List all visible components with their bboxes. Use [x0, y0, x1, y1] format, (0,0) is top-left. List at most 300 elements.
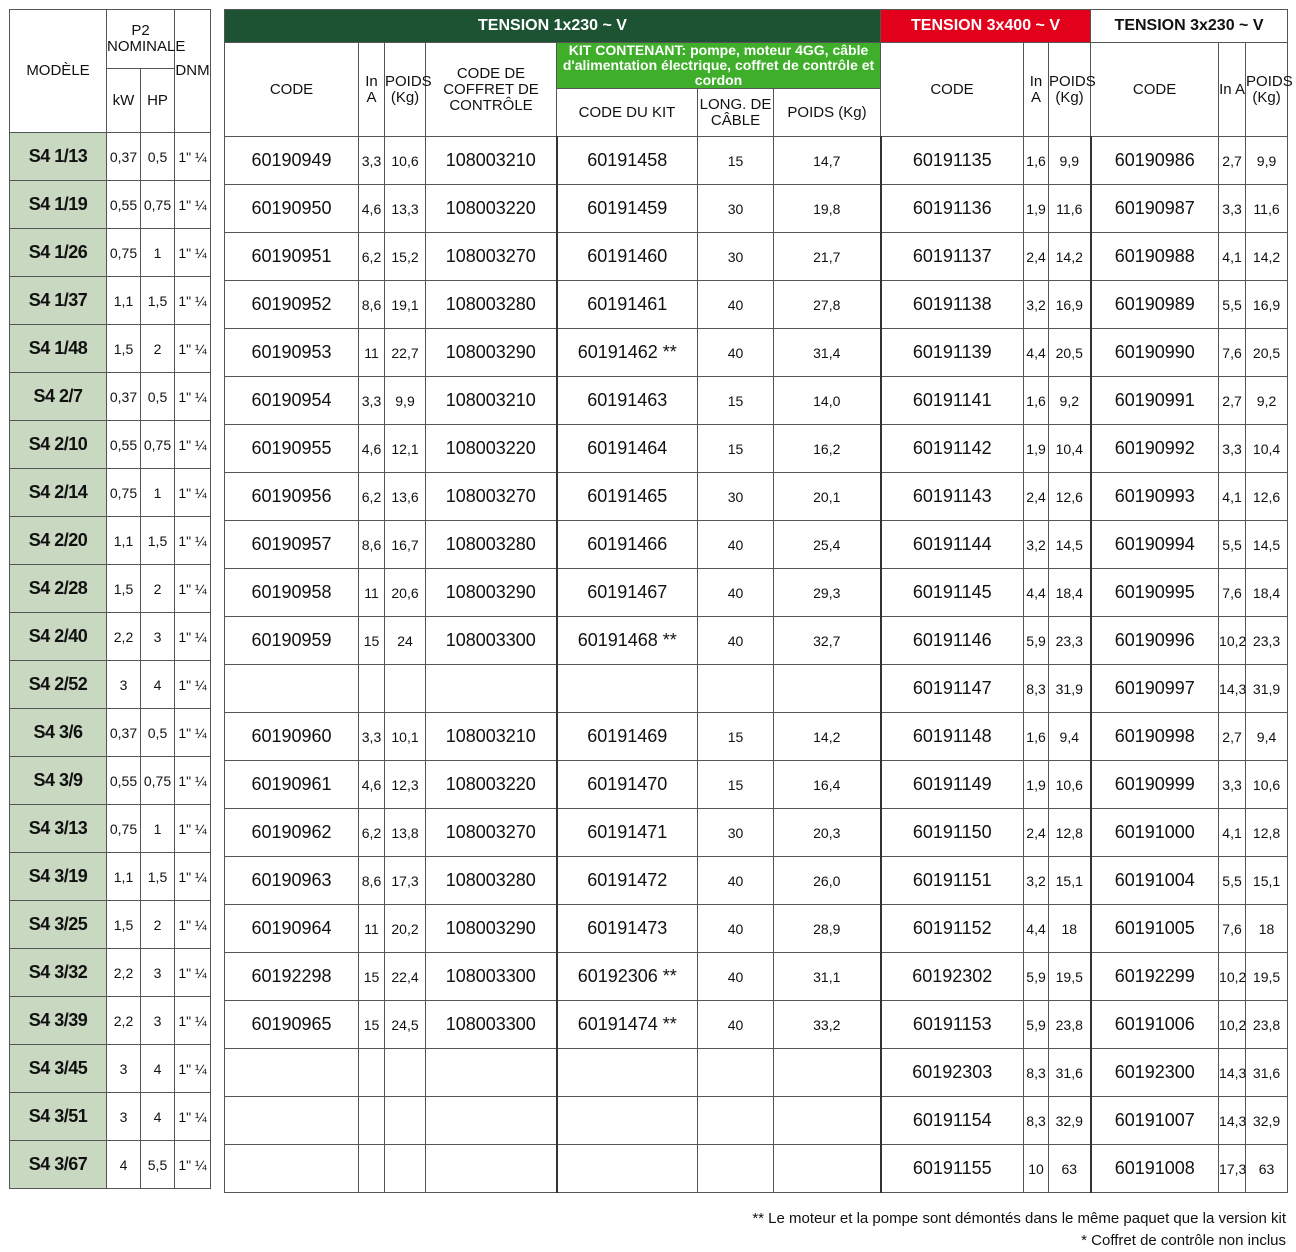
code-1x230-cell: [225, 1049, 359, 1097]
header-poids-1x230: POIDS (Kg): [385, 43, 426, 137]
long-cable-cell: 40: [698, 521, 774, 569]
header-modele: MODÈLE: [10, 10, 107, 133]
hp-cell: 0,5: [141, 373, 175, 421]
code-kit-cell: 60192306 **: [557, 953, 698, 1001]
poids-kit-cell: 31,4: [774, 329, 881, 377]
code-3x230-cell: 60190996: [1091, 617, 1219, 665]
table-row: [10, 901, 211, 949]
dnm-cell: 1" ¼: [175, 613, 211, 661]
in-3x230-cell: 14,3: [1219, 665, 1246, 713]
code-1x230-cell: 60192298: [225, 953, 359, 1001]
model-cell: S4 1/19: [10, 181, 107, 229]
hp-cell: 1: [141, 229, 175, 277]
code-3x230-cell: 60190992: [1091, 425, 1219, 473]
code-1x230-cell: 60190964: [225, 905, 359, 953]
in-3x230-cell: 10,2: [1219, 617, 1246, 665]
kw-cell: 3: [107, 1045, 141, 1093]
in-3x230-cell: 3,3: [1219, 425, 1246, 473]
poids-3x230-cell: 23,3: [1246, 617, 1288, 665]
code-1x230-cell: 60190959: [225, 617, 359, 665]
table-row: [225, 713, 1288, 761]
in-1x230-cell: 15: [359, 1001, 385, 1049]
code-kit-cell: 60191460: [557, 233, 698, 281]
in-1x230-cell: 11: [359, 329, 385, 377]
code-kit-cell: 60191469: [557, 713, 698, 761]
kw-cell: 0,55: [107, 421, 141, 469]
poids-1x230-cell: 24,5: [385, 1001, 426, 1049]
code-kit-cell: 60191461: [557, 281, 698, 329]
poids-kit-cell: 26,0: [774, 857, 881, 905]
poids-1x230-cell: 17,3: [385, 857, 426, 905]
model-cell: S4 2/40: [10, 613, 107, 661]
in-3x230-cell: 4,1: [1219, 473, 1246, 521]
poids-3x230-cell: 9,2: [1246, 377, 1288, 425]
long-cable-cell: 40: [698, 569, 774, 617]
hp-cell: 2: [141, 565, 175, 613]
dnm-cell: 1" ¼: [175, 757, 211, 805]
table-row: [225, 1097, 1288, 1145]
poids-3x400-cell: 9,4: [1049, 713, 1091, 761]
code-1x230-cell: 60190962: [225, 809, 359, 857]
code-coffret-cell: 108003210: [426, 713, 557, 761]
code-3x400-cell: 60191146: [881, 617, 1024, 665]
code-3x230-cell: 60191005: [1091, 905, 1219, 953]
code-kit-cell: 60191472: [557, 857, 698, 905]
dnm-cell: 1" ¼: [175, 469, 211, 517]
hp-cell: 0,75: [141, 181, 175, 229]
kw-cell: 3: [107, 1093, 141, 1141]
poids-kit-cell: [774, 1145, 881, 1193]
long-cable-cell: [698, 665, 774, 713]
table-row: [10, 277, 211, 325]
poids-3x230-cell: 18,4: [1246, 569, 1288, 617]
table-row: [225, 665, 1288, 713]
model-cell: S4 3/45: [10, 1045, 107, 1093]
poids-1x230-cell: 9,9: [385, 377, 426, 425]
header-dnm: DNM: [175, 10, 211, 133]
poids-3x400-cell: 23,3: [1049, 617, 1091, 665]
poids-1x230-cell: [385, 665, 426, 713]
poids-3x230-cell: 12,8: [1246, 809, 1288, 857]
code-3x400-cell: 60191137: [881, 233, 1024, 281]
table-row: [225, 473, 1288, 521]
group-tension-1x230: TENSION 1x230 ~ V: [225, 10, 881, 43]
model-cell: S4 2/52: [10, 661, 107, 709]
poids-1x230-cell: 16,7: [385, 521, 426, 569]
code-3x230-cell: 60191004: [1091, 857, 1219, 905]
header-poids-3x230: POIDS (Kg): [1246, 43, 1288, 137]
poids-1x230-cell: 13,8: [385, 809, 426, 857]
table-row: [225, 377, 1288, 425]
model-cell: S4 3/39: [10, 997, 107, 1045]
code-1x230-cell: 60190960: [225, 713, 359, 761]
in-3x400-cell: 1,6: [1024, 377, 1049, 425]
table-row: [10, 133, 211, 181]
in-1x230-cell: 15: [359, 953, 385, 1001]
in-1x230-cell: 15: [359, 617, 385, 665]
poids-3x400-cell: 11,6: [1049, 185, 1091, 233]
header-in-1x230: In A: [359, 43, 385, 137]
header-poids-3x400: POIDS (Kg): [1049, 43, 1091, 137]
header-long-cable: LONG. DE CÂBLE: [698, 89, 774, 137]
in-3x230-cell: 2,7: [1219, 137, 1246, 185]
code-coffret-cell: 108003300: [426, 953, 557, 1001]
model-cell: S4 3/13: [10, 805, 107, 853]
model-cell: S4 2/10: [10, 421, 107, 469]
code-coffret-cell: 108003210: [426, 377, 557, 425]
model-cell: S4 3/25: [10, 901, 107, 949]
poids-kit-cell: 19,8: [774, 185, 881, 233]
kw-cell: 1,1: [107, 277, 141, 325]
code-3x400-cell: 60191135: [881, 137, 1024, 185]
long-cable-cell: 15: [698, 713, 774, 761]
in-3x230-cell: 7,6: [1219, 905, 1246, 953]
code-coffret-cell: 108003280: [426, 521, 557, 569]
code-kit-cell: 60191466: [557, 521, 698, 569]
dnm-cell: 1" ¼: [175, 949, 211, 997]
long-cable-cell: 40: [698, 329, 774, 377]
model-cell: S4 2/28: [10, 565, 107, 613]
model-cell: S4 1/37: [10, 277, 107, 325]
in-1x230-cell: 3,3: [359, 137, 385, 185]
hp-cell: 0,5: [141, 133, 175, 181]
header-code-3x230: CODE: [1091, 43, 1219, 137]
header-code-3x400: CODE: [881, 43, 1024, 137]
code-3x400-cell: 60191155: [881, 1145, 1024, 1193]
poids-1x230-cell: [385, 1145, 426, 1193]
table-row: [225, 1145, 1288, 1193]
model-cell: S4 2/20: [10, 517, 107, 565]
group-tension-3x230: TENSION 3x230 ~ V: [1091, 10, 1288, 43]
dnm-cell: 1" ¼: [175, 325, 211, 373]
in-3x400-cell: 8,3: [1024, 1049, 1049, 1097]
poids-kit-cell: 20,3: [774, 809, 881, 857]
in-1x230-cell: [359, 1049, 385, 1097]
footnotes: [752, 1208, 1286, 1252]
long-cable-cell: 40: [698, 905, 774, 953]
in-1x230-cell: 11: [359, 569, 385, 617]
code-3x230-cell: 60192300: [1091, 1049, 1219, 1097]
header-code-coffret: CODE DE COFFRET DE CONTRÔLE: [426, 43, 557, 137]
code-kit-cell: [557, 1145, 698, 1193]
header-kw: kW: [107, 69, 141, 133]
in-1x230-cell: 3,3: [359, 713, 385, 761]
code-coffret-cell: 108003290: [426, 329, 557, 377]
in-1x230-cell: 8,6: [359, 521, 385, 569]
code-3x400-cell: 60191143: [881, 473, 1024, 521]
poids-kit-cell: 16,2: [774, 425, 881, 473]
in-3x230-cell: 2,7: [1219, 713, 1246, 761]
kw-cell: 2,2: [107, 613, 141, 661]
code-1x230-cell: 60190963: [225, 857, 359, 905]
kw-cell: 0,75: [107, 469, 141, 517]
code-3x230-cell: 60191008: [1091, 1145, 1219, 1193]
header-code-1x230: CODE: [225, 43, 359, 137]
in-3x230-cell: 5,5: [1219, 521, 1246, 569]
hp-cell: 3: [141, 613, 175, 661]
table-row: [10, 1093, 211, 1141]
in-1x230-cell: 4,6: [359, 425, 385, 473]
poids-1x230-cell: 13,6: [385, 473, 426, 521]
table-row: [225, 425, 1288, 473]
model-cell: S4 2/14: [10, 469, 107, 517]
code-kit-cell: 60191463: [557, 377, 698, 425]
hp-cell: 1: [141, 805, 175, 853]
model-table: [9, 9, 211, 1189]
poids-1x230-cell: 22,4: [385, 953, 426, 1001]
code-3x400-cell: 60191151: [881, 857, 1024, 905]
code-kit-cell: 60191462 **: [557, 329, 698, 377]
table-row: [10, 229, 211, 277]
code-3x400-cell: 60191142: [881, 425, 1024, 473]
hp-cell: 0,75: [141, 421, 175, 469]
hp-cell: 2: [141, 901, 175, 949]
poids-3x400-cell: 31,6: [1049, 1049, 1091, 1097]
poids-3x400-cell: 16,9: [1049, 281, 1091, 329]
footnote-coffret: * Coffret de contrôle non inclus: [1081, 1232, 1286, 1249]
table-row: [10, 997, 211, 1045]
code-3x230-cell: 60190997: [1091, 665, 1219, 713]
code-3x400-cell: 60191139: [881, 329, 1024, 377]
code-coffret-cell: 108003270: [426, 233, 557, 281]
code-kit-cell: 60191470: [557, 761, 698, 809]
code-3x230-cell: 60191000: [1091, 809, 1219, 857]
kw-cell: 0,37: [107, 373, 141, 421]
table-row: [225, 521, 1288, 569]
in-3x230-cell: 14,3: [1219, 1097, 1246, 1145]
poids-3x400-cell: 19,5: [1049, 953, 1091, 1001]
in-3x230-cell: 14,3: [1219, 1049, 1246, 1097]
header-kit-contenant: KIT CONTENANT: pompe, moteur 4GG, câble d'alimentation électrique, coffret de contrôle et cordon: [557, 43, 881, 89]
in-1x230-cell: 6,2: [359, 473, 385, 521]
model-cell: S4 3/32: [10, 949, 107, 997]
in-3x400-cell: 5,9: [1024, 1001, 1049, 1049]
in-3x400-cell: 3,2: [1024, 857, 1049, 905]
in-3x400-cell: 1,9: [1024, 425, 1049, 473]
poids-3x400-cell: 18,4: [1049, 569, 1091, 617]
code-1x230-cell: 60190958: [225, 569, 359, 617]
in-3x400-cell: 5,9: [1024, 953, 1049, 1001]
poids-1x230-cell: 20,2: [385, 905, 426, 953]
table-row: [10, 421, 211, 469]
dnm-cell: 1" ¼: [175, 997, 211, 1045]
code-coffret-cell: 108003210: [426, 137, 557, 185]
poids-1x230-cell: [385, 1097, 426, 1145]
poids-3x400-cell: 12,8: [1049, 809, 1091, 857]
long-cable-cell: 15: [698, 137, 774, 185]
hp-cell: 1: [141, 469, 175, 517]
poids-3x400-cell: 14,5: [1049, 521, 1091, 569]
table-row: [10, 373, 211, 421]
kw-cell: 1,1: [107, 517, 141, 565]
code-3x400-cell: 60191145: [881, 569, 1024, 617]
long-cable-cell: 30: [698, 233, 774, 281]
table-row: [225, 953, 1288, 1001]
in-3x400-cell: 1,9: [1024, 761, 1049, 809]
poids-3x400-cell: 9,9: [1049, 137, 1091, 185]
code-kit-cell: 60191471: [557, 809, 698, 857]
dnm-cell: 1" ¼: [175, 1093, 211, 1141]
model-cell: S4 3/67: [10, 1141, 107, 1189]
model-cell: S4 1/48: [10, 325, 107, 373]
table-row: [10, 661, 211, 709]
code-3x230-cell: 60191006: [1091, 1001, 1219, 1049]
table-row: [10, 805, 211, 853]
long-cable-cell: [698, 1145, 774, 1193]
poids-3x400-cell: 23,8: [1049, 1001, 1091, 1049]
kw-cell: 0,55: [107, 181, 141, 229]
table-row: [10, 517, 211, 565]
in-1x230-cell: 4,6: [359, 185, 385, 233]
poids-kit-cell: [774, 665, 881, 713]
code-1x230-cell: 60190965: [225, 1001, 359, 1049]
in-1x230-cell: 3,3: [359, 377, 385, 425]
code-kit-cell: 60191468 **: [557, 617, 698, 665]
code-3x230-cell: 60190989: [1091, 281, 1219, 329]
specs-table: [224, 9, 1293, 1193]
poids-3x400-cell: 63: [1049, 1145, 1091, 1193]
code-3x400-cell: 60192303: [881, 1049, 1024, 1097]
code-coffret-cell: 108003290: [426, 905, 557, 953]
table-row: [225, 569, 1288, 617]
poids-kit-cell: 20,1: [774, 473, 881, 521]
poids-3x230-cell: 12,6: [1246, 473, 1288, 521]
poids-3x230-cell: 10,4: [1246, 425, 1288, 473]
code-kit-cell: [557, 1097, 698, 1145]
dnm-cell: 1" ¼: [175, 901, 211, 949]
code-1x230-cell: [225, 665, 359, 713]
poids-3x400-cell: 31,9: [1049, 665, 1091, 713]
poids-kit-cell: 21,7: [774, 233, 881, 281]
code-coffret-cell: 108003270: [426, 473, 557, 521]
in-3x230-cell: 10,2: [1219, 953, 1246, 1001]
poids-3x230-cell: 14,2: [1246, 233, 1288, 281]
hp-cell: 1,5: [141, 277, 175, 325]
poids-3x230-cell: 9,9: [1246, 137, 1288, 185]
long-cable-cell: 15: [698, 425, 774, 473]
poids-3x230-cell: 14,5: [1246, 521, 1288, 569]
code-3x400-cell: 60191138: [881, 281, 1024, 329]
kw-cell: 0,75: [107, 805, 141, 853]
poids-1x230-cell: [385, 1049, 426, 1097]
kw-cell: 0,55: [107, 757, 141, 805]
code-coffret-cell: [426, 1145, 557, 1193]
code-3x230-cell: 60192299: [1091, 953, 1219, 1001]
code-1x230-cell: 60190950: [225, 185, 359, 233]
code-3x400-cell: 60191149: [881, 761, 1024, 809]
long-cable-cell: 15: [698, 377, 774, 425]
in-3x400-cell: 1,6: [1024, 713, 1049, 761]
poids-1x230-cell: 10,1: [385, 713, 426, 761]
dnm-cell: 1" ¼: [175, 565, 211, 613]
kw-cell: 1,5: [107, 325, 141, 373]
dnm-cell: 1" ¼: [175, 805, 211, 853]
kw-cell: 2,2: [107, 997, 141, 1045]
poids-3x400-cell: 12,6: [1049, 473, 1091, 521]
kw-cell: 4: [107, 1141, 141, 1189]
table-row: [10, 325, 211, 373]
table-row: [10, 181, 211, 229]
dnm-cell: 1" ¼: [175, 709, 211, 757]
in-3x400-cell: 4,4: [1024, 329, 1049, 377]
code-kit-cell: 60191465: [557, 473, 698, 521]
code-3x230-cell: 60190991: [1091, 377, 1219, 425]
code-3x400-cell: 60191152: [881, 905, 1024, 953]
code-coffret-cell: 108003300: [426, 1001, 557, 1049]
model-cell: S4 3/9: [10, 757, 107, 805]
table-row: [225, 281, 1288, 329]
code-3x400-cell: 60191141: [881, 377, 1024, 425]
kw-cell: 0,75: [107, 229, 141, 277]
long-cable-cell: 30: [698, 809, 774, 857]
model-cell: S4 1/26: [10, 229, 107, 277]
code-kit-cell: 60191467: [557, 569, 698, 617]
poids-3x230-cell: 31,9: [1246, 665, 1288, 713]
kw-cell: 3: [107, 661, 141, 709]
code-3x400-cell: 60191154: [881, 1097, 1024, 1145]
hp-cell: 1,5: [141, 853, 175, 901]
poids-kit-cell: 33,2: [774, 1001, 881, 1049]
code-coffret-cell: 108003280: [426, 857, 557, 905]
poids-3x230-cell: 16,9: [1246, 281, 1288, 329]
long-cable-cell: 30: [698, 473, 774, 521]
poids-kit-cell: 27,8: [774, 281, 881, 329]
poids-3x230-cell: 63: [1246, 1145, 1288, 1193]
hp-cell: 2: [141, 325, 175, 373]
dnm-cell: 1" ¼: [175, 661, 211, 709]
table-row: [225, 761, 1288, 809]
hp-cell: 0,5: [141, 709, 175, 757]
in-3x230-cell: 5,5: [1219, 281, 1246, 329]
code-kit-cell: [557, 665, 698, 713]
dnm-cell: 1" ¼: [175, 181, 211, 229]
hp-cell: 4: [141, 1093, 175, 1141]
poids-3x230-cell: 11,6: [1246, 185, 1288, 233]
kw-cell: 2,2: [107, 949, 141, 997]
header-in-3x230: In A: [1219, 43, 1246, 137]
header-p2: P2 NOMINALE: [107, 10, 175, 69]
dnm-cell: 1" ¼: [175, 277, 211, 325]
table-row: [225, 233, 1288, 281]
poids-1x230-cell: 12,1: [385, 425, 426, 473]
in-1x230-cell: 6,2: [359, 233, 385, 281]
in-3x230-cell: 4,1: [1219, 809, 1246, 857]
in-3x400-cell: 8,3: [1024, 1097, 1049, 1145]
dnm-cell: 1" ¼: [175, 1045, 211, 1093]
code-3x400-cell: 60191136: [881, 185, 1024, 233]
in-3x230-cell: 3,3: [1219, 185, 1246, 233]
long-cable-cell: [698, 1049, 774, 1097]
code-1x230-cell: 60190956: [225, 473, 359, 521]
model-cell: S4 2/7: [10, 373, 107, 421]
poids-1x230-cell: 12,3: [385, 761, 426, 809]
table-row: [225, 1049, 1288, 1097]
poids-3x400-cell: 18: [1049, 905, 1091, 953]
poids-kit-cell: 14,0: [774, 377, 881, 425]
in-3x230-cell: 5,5: [1219, 857, 1246, 905]
code-coffret-cell: 108003220: [426, 185, 557, 233]
code-1x230-cell: 60190954: [225, 377, 359, 425]
code-1x230-cell: 60190953: [225, 329, 359, 377]
table-row: [10, 565, 211, 613]
long-cable-cell: 15: [698, 761, 774, 809]
table-row: [225, 905, 1288, 953]
kw-cell: 1,1: [107, 853, 141, 901]
in-3x400-cell: 5,9: [1024, 617, 1049, 665]
poids-1x230-cell: 15,2: [385, 233, 426, 281]
poids-3x230-cell: 15,1: [1246, 857, 1288, 905]
code-1x230-cell: 60190961: [225, 761, 359, 809]
